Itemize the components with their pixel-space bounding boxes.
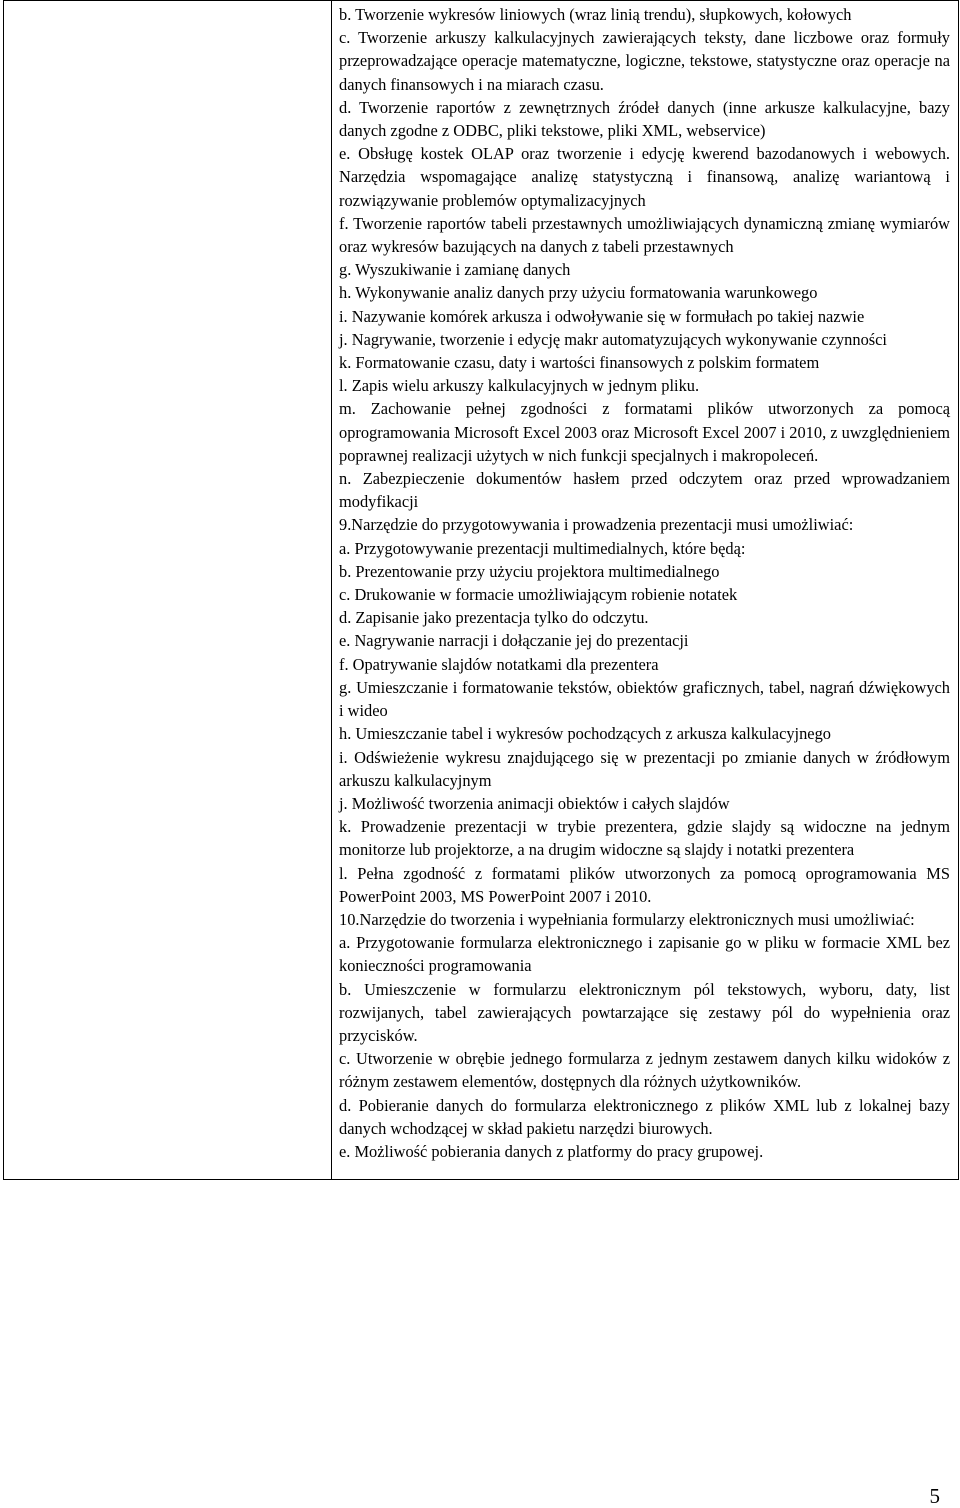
paragraph: m. Zachowanie pełnej zgodności z formatami plików utworzonych za pomocą oprogramowania Microsoft Excel 2003 oraz Microsoft Excel 2007 i 2010, z uwzględnieniem poprawnej realizacji użytych w nich funkcji specjalnych i makropoleceń. xyxy=(339,399,950,465)
requirements-list xyxy=(332,1,958,1179)
paragraph: l. Zapis wielu arkuszy kalkulacyjnych w jednym pliku. xyxy=(339,376,700,396)
paragraph: d. Pobieranie danych do formularza elektronicznego z plików XML lub z lokalnej bazy danych wchodzącej w skład pakietu narzędzi biurowych. xyxy=(339,1095,950,1138)
paragraph: c. Utworzenie w obrębie jednego formularza z jednym zestawem danych kilku widoków z różnym zestawem elementów, dostępnych dla różnych użytkowników. xyxy=(339,1049,950,1092)
paragraph: a. Przygotowanie formularza elektronicznego i zapisanie go w pliku w formacie XML bez konieczności programowania xyxy=(339,933,950,976)
empty-left-cell xyxy=(4,1,332,1180)
paragraph: e. Możliwość pobierania danych z platformy do pracy grupowej. xyxy=(339,1141,764,1161)
paragraph: d. Zapisanie jako prezentacja tylko do odczytu. xyxy=(339,608,649,628)
paragraph: g. Umieszczanie i formatowanie tekstów, obiektów graficznych, tabel, nagrań dźwiękowych i wideo xyxy=(339,677,950,721)
page-number: 5 xyxy=(929,1484,940,1508)
paragraph: k. Prowadzenie prezentacji w trybie prezentera, gdzie slajdy są widoczne na jednym monitorze lub projektorze, a na drugim widoczne są slajdy i notatki prezentera xyxy=(339,817,950,860)
paragraph: d. Tworzenie raportów z zewnętrznych źródeł danych (inne arkusze kalkulacyjne, bazy danych zgodne z ODBC, pliki tekstowe, pliki XML, webservice) xyxy=(339,97,950,141)
paragraph: 9.Narzędzie do przygotowywania i prowadzenia prezentacji musi umożliwiać: xyxy=(339,515,854,535)
table-row xyxy=(4,1,959,1180)
paragraph: j. Możliwość tworzenia animacji obiektów i całych slajdów xyxy=(339,793,730,813)
paragraph: b. Umieszczenie w formularzu elektronicznym pól tekstowych, wyboru, daty, list rozwijanych, tabel zawierających powtarzające się zestawy pól do wypełnienia oraz przycisków. xyxy=(339,979,950,1045)
paragraph: a. Przygotowywanie prezentacji multimedialnych, które będą: xyxy=(339,538,746,558)
paragraph: e. Nagrywanie narracji i dołączanie jej do prezentacji xyxy=(339,631,689,651)
paragraph: h. Umieszczanie tabel i wykresów pochodzących z arkusza kalkulacyjnego xyxy=(339,724,831,744)
paragraph: g. Wyszukiwanie i zamianę danych xyxy=(339,260,571,280)
paragraph: i. Nazywanie komórek arkusza i odwoływanie się w formułach po takiej nazwie xyxy=(339,306,865,326)
paragraph: c. Drukowanie w formacie umożliwiającym robienie notatek xyxy=(339,585,738,605)
paragraph: b. Prezentowanie przy użyciu projektora multimedialnego xyxy=(339,561,720,581)
paragraph: n. Zabezpieczenie dokumentów hasłem przed odczytem oraz przed wprowadzaniem modyfikacji xyxy=(339,469,950,512)
paragraph: e. Obsługę kostek OLAP oraz tworzenie i edycję kwerend bazodanowych i webowych. Narzędzia wspomagające analizę statystyczną i finansową, analizę wariantową i rozwiązywanie problemów optymalizacyjnych xyxy=(339,144,950,210)
paragraph: k. Formatowanie czasu, daty i wartości finansowych z polskim formatem xyxy=(339,353,820,373)
paragraph: i. Odświeżenie wykresu znajdującego się w prezentacji po zmianie danych w źródłowym arkuszu kalkulacyjnym xyxy=(339,747,950,790)
requirements-cell xyxy=(332,1,959,1180)
paragraph: j. Nagrywanie, tworzenie i edycję makr automatyzujących wykonywanie czynności xyxy=(339,329,887,349)
specification-table xyxy=(3,0,959,1180)
paragraph: l. Pełna zgodność z formatami plików utworzonych za pomocą oprogramowania MS PowerPoint 2003, MS PowerPoint 2007 i 2010. xyxy=(339,863,950,906)
paragraph: c. Tworzenie arkuszy kalkulacyjnych zawierających teksty, dane liczbowe oraz formuły przeprowadzające operacje matematyczne, logiczne, tekstowe, statystyczne oraz operacje na danych finansowych i na miarach czasu. xyxy=(339,28,950,94)
paragraph: f. Opatrywanie slajdów notatkami dla prezentera xyxy=(339,654,659,674)
paragraph: f. Tworzenie raportów tabeli przestawnych umożliwiających dynamiczną zmianę wymiarów oraz wykresów bazujących na danych z tabeli przestawnych xyxy=(339,213,950,257)
paragraph: 10.Narzędzie do tworzenia i wypełniania formularzy elektronicznych musi umożliwiać: xyxy=(339,909,915,929)
paragraph: b. Tworzenie wykresów liniowych (wraz linią trendu), słupkowych, kołowych xyxy=(339,5,852,24)
paragraph: h. Wykonywanie analiz danych przy użyciu formatowania warunkowego xyxy=(339,283,818,303)
